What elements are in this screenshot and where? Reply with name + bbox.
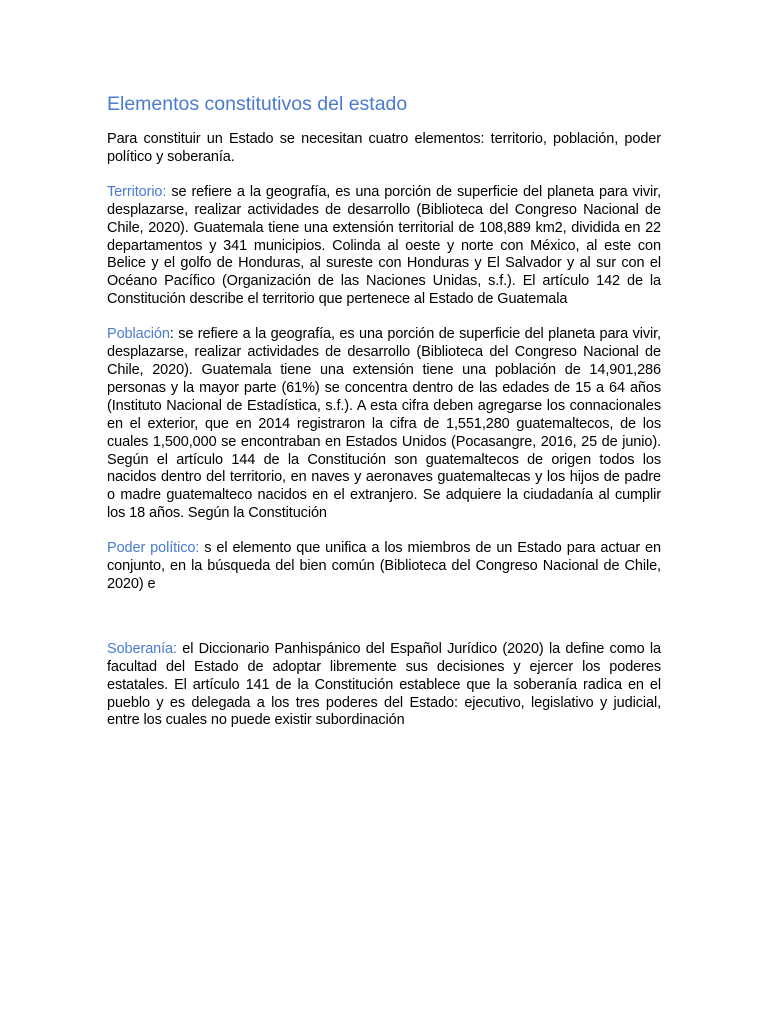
section-poder-politico: [107, 540, 661, 594]
paragraph-spacer: [107, 611, 661, 641]
document-title: Elementos constitutivos del estado: [107, 93, 408, 115]
section-poblacion: [107, 326, 661, 523]
section-term: Soberanía:: [107, 640, 177, 657]
section-body: s el elemento que unifica a los miembros de un Estado para actuar en conjunto, en la búsqueda del bien común (Biblioteca del Congreso Nacional de Chile, 2020) e: [107, 540, 661, 592]
section-term: Territorio:: [107, 183, 167, 200]
document-page: [107, 92, 661, 747]
section-term: Población: [107, 326, 170, 343]
intro-paragraph: Para constituir un Estado se necesitan cuatro elementos: territorio, población, poder político y soberanía.: [107, 131, 661, 165]
section-body: se refiere a la geografía, es una porción de superficie del planeta para vivir, desplazarse, realizar actividades de desarrollo (Biblioteca del Congreso Nacional de Chile, 2020). Guatemala tiene una extensión territorial de 108,889 km2, dividida en 22 departamentos y 341 municipios. Colinda al oeste y norte con México, al este con Belice y el golfo de Honduras, al sureste con Honduras y El Salvador y al sur con el Océano Pacífico (Organización de las Naciones Unidas, s.f.). El artículo 142 de la Constitución describe el territorio que pertenece al Estado de Guatemala: [107, 183, 661, 308]
section-term: Poder político:: [107, 540, 200, 557]
section-soberania: [107, 641, 661, 731]
section-body: : se refiere a la geografía, es una porción de superficie del planeta para vivir, desplazarse, realizar actividades de desarrollo (Biblioteca del Congreso Nacional de Chile, 2020). Guatemala tiene una extensión tiene una población de 14,901,286 personas y la mayor parte (61%) se concentra dentro de las edades de 15 a 64 años (Instituto Nacional de Estadística, s.f.). A esta cifra deben agregarse los connacionales en el exterior, que en 2014 registraron la cifra de 1,551,280 guatemaltecos, de los cuales 1,500,000 se encontraban en Estados Unidos (Pocasangre, 2016, 25 de junio). Según el artículo 144 de la Constitución son guatemaltecos de origen todos los nacidos dentro del territorio, en naves y aeronaves guatemaltecas y los hijos de padre o madre guatemalteco nacidos en el extranjero. Se adquiere la ciudadanía al cumplir los 18 años. Según la Constitución: [107, 326, 661, 522]
section-body: el Diccionario Panhispánico del Español Jurídico (2020) la define como la facultad del Estado de adoptar libremente sus decisiones y ejercer los poderes estatales. El artículo 141 de la Constitución establece que la soberanía radica en el pueblo y es delegada a los tres poderes del Estado: ejecutivo, legislativo y judicial, entre los cuales no puede existir subordinación: [107, 640, 661, 729]
section-territorio: [107, 184, 661, 309]
